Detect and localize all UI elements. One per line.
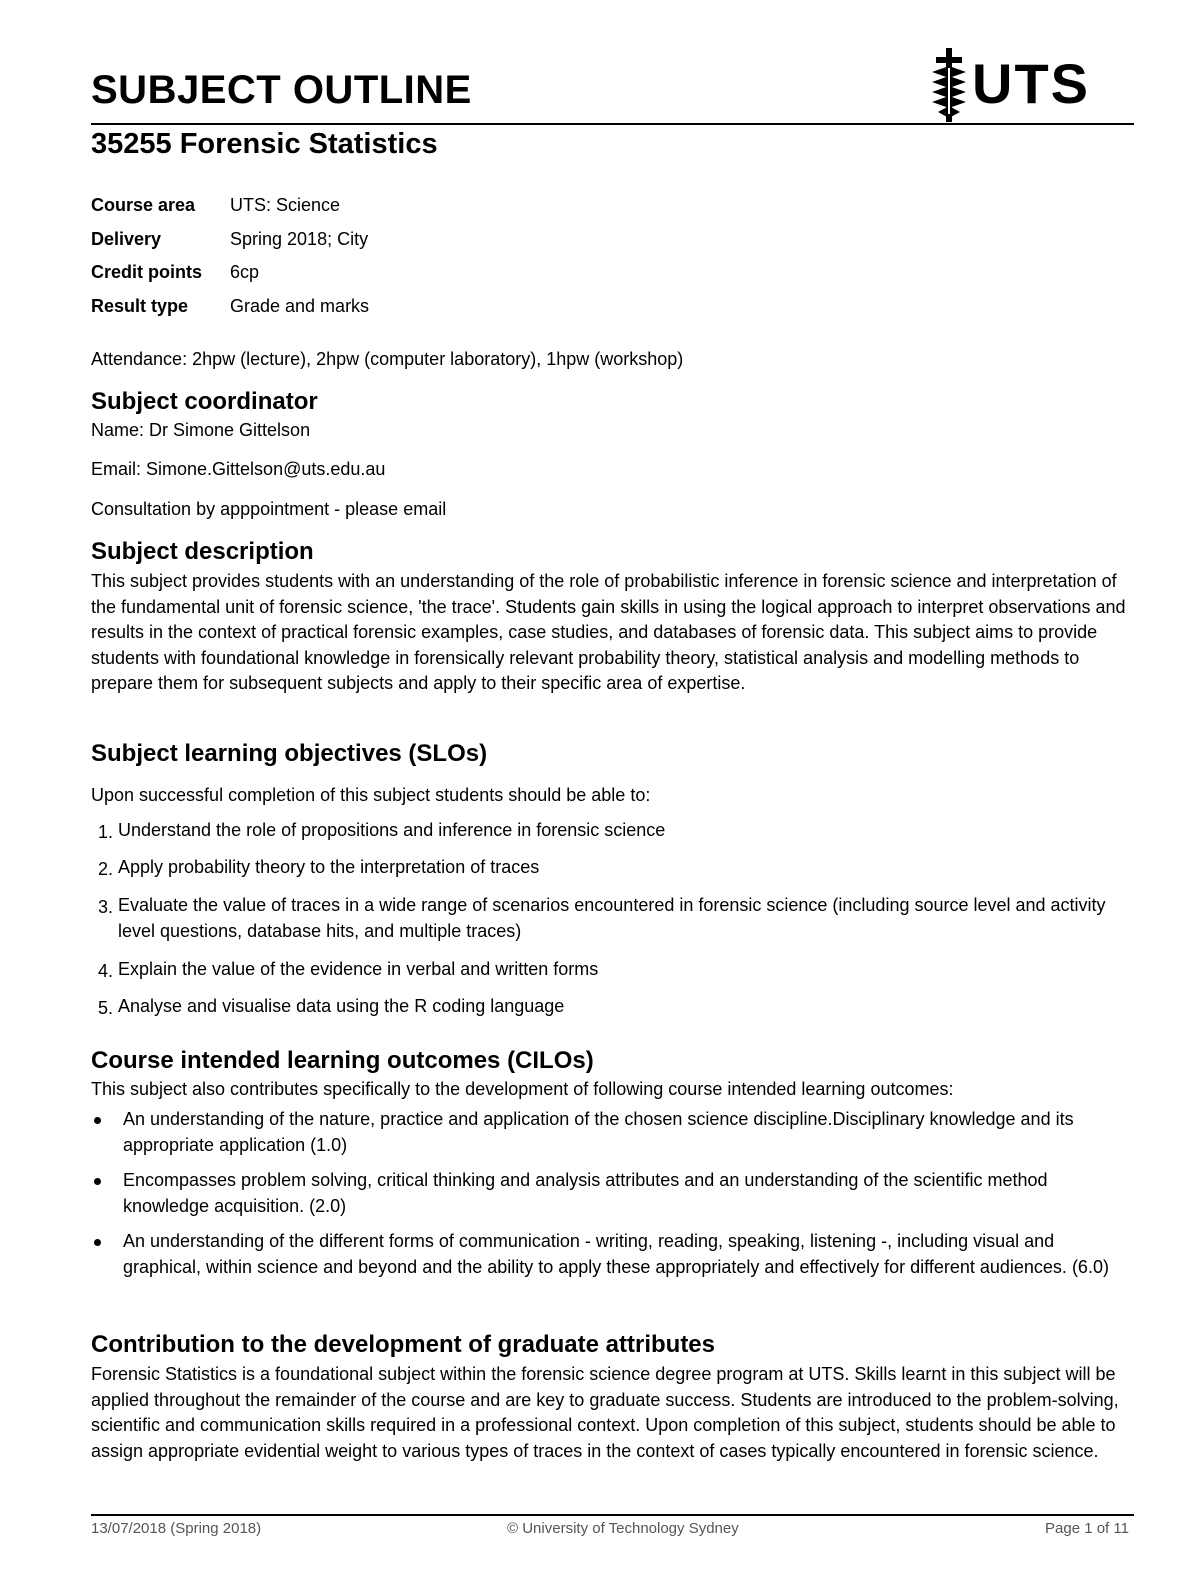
description-heading: Subject description [91, 538, 314, 565]
graduate-attributes-text: Forensic Statistics is a foundational subject within the forensic science degree program at UTS. Skills learnt in this subject will be applied throughout the remainder of the course and are key to graduate success. Students are introduced to the problem-solving, scientific and communication skills required in a professional context. Upon completion of this subject, students should be able to assign appropriate evidential weight to various types of traces in the context of cases typically encountered in forensic science. [91, 1364, 1119, 1461]
slo-number: 2. [98, 859, 114, 879]
info-value: 6cp [230, 262, 260, 282]
slo-text: Explain the value of the evidence in verbal and written forms [118, 959, 599, 979]
footer-divider [91, 1514, 1134, 1516]
graduate-attributes-heading: Contribution to the development of graduate attributes [91, 1331, 715, 1358]
uts-emblem-icon [928, 48, 970, 122]
bullet-icon [94, 1178, 101, 1185]
slos-heading: Subject learning objectives (SLOs) [91, 740, 488, 767]
uts-logo [928, 48, 1098, 122]
attendance-text: Attendance: 2hpw (lecture), 2hpw (computer laboratory), 1hpw (workshop) [91, 349, 684, 369]
bullet-icon [94, 1239, 101, 1246]
document-title: SUBJECT OUTLINE [91, 68, 472, 112]
info-label: Credit points [91, 262, 202, 282]
subject-title: 35255 Forensic Statistics [91, 128, 438, 160]
info-value: Spring 2018; City [230, 229, 369, 249]
info-value: Grade and marks [230, 296, 370, 316]
logo-text: UTS [972, 52, 1090, 115]
info-label: Course area [91, 195, 196, 215]
footer-copyright: © University of Technology Sydney [507, 1520, 739, 1537]
cilos-heading: Course intended learning outcomes (CILOs) [91, 1047, 594, 1074]
slo-text: Understand the role of propositions and inference in forensic science [118, 820, 666, 840]
description-text: This subject provides students with an understanding of the role of probabilistic inference in forensic science and interpretation of the fundamental unit of forensic science, 'the trace'. Students gain skills in using the logical approach to interpret observations and results in the context of practical forensic examples, case studies, and databases of forensic data. This subject aims to provide students with foundational knowledge in forensically relevant probability theory, statistical analysis and modelling methods to prepare them for subsequent subjects and apply to their specific area of expertise. [91, 571, 1126, 694]
bullet-icon [94, 1117, 101, 1124]
cilo-text: Encompasses problem solving, critical thinking and analysis attributes and an understanding of the scientific method knowledge acquisition. (2.0) [123, 1170, 1048, 1216]
slo-number: 5. [98, 998, 114, 1018]
info-label: Delivery [91, 229, 162, 249]
cilo-text: An understanding of the different forms of communication - writing, reading, speaking, listening -, including visual and graphical, within science and beyond and the ability to apply these appropriately and effectively for different audiences. (6.0) [123, 1231, 1109, 1277]
slo-number: 1. [98, 822, 114, 842]
footer-page-number: Page 1 of 11 [1045, 1520, 1129, 1537]
coordinator-name: Name: Dr Simone Gittelson [91, 420, 311, 440]
info-label: Result type [91, 296, 189, 316]
info-value: UTS: Science [230, 195, 341, 215]
slo-text: Evaluate the value of traces in a wide range of scenarios encountered in forensic science (including source level and activity level questions, database hits, and multiple traces) [118, 895, 1106, 941]
footer-date: 13/07/2018 (Spring 2018) [91, 1520, 262, 1537]
slo-text: Apply probability theory to the interpretation of traces [118, 857, 540, 877]
slo-number: 3. [98, 897, 114, 917]
coordinator-heading: Subject coordinator [91, 388, 318, 415]
cilo-text: An understanding of the nature, practice and application of the chosen science discipline.Disciplinary knowledge and its appropriate application (1.0) [123, 1109, 1074, 1155]
slo-text: Analyse and visualise data using the R coding language [118, 996, 565, 1016]
consultation-text: Consultation by apppointment - please email [91, 499, 447, 519]
slo-number: 4. [98, 961, 114, 981]
slos-intro: Upon successful completion of this subject students should be able to: [91, 785, 651, 805]
coordinator-email: Email: Simone.Gittelson@uts.edu.au [91, 459, 386, 479]
header-divider [91, 123, 1134, 125]
cilos-intro: This subject also contributes specifically to the development of following course intended learning outcomes: [91, 1079, 954, 1099]
